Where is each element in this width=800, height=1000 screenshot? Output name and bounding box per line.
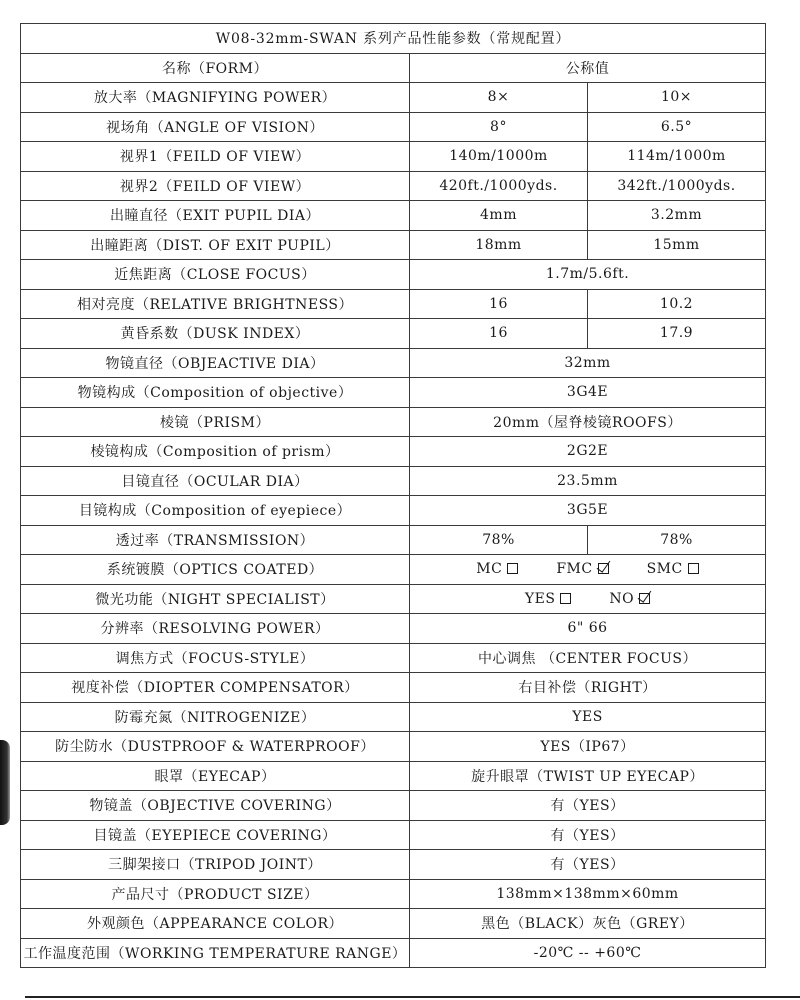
spec-value: 中心调焦 （CENTER FOCUS） — [410, 643, 766, 673]
spec-row — [21, 407, 766, 437]
spec-row — [21, 319, 766, 349]
spec-options — [410, 555, 766, 585]
spec-value: YES（IP67） — [410, 732, 766, 762]
bottom-border-line — [25, 996, 800, 998]
spec-value: 23.5mm — [410, 466, 766, 496]
spec-value-10x: 342ft./1000yds. — [588, 171, 766, 201]
spec-value-10x: 3.2mm — [588, 201, 766, 231]
spec-label: 微光功能（NIGHT SPECIALIST） — [21, 584, 410, 614]
spec-label: 放大率（MAGNIFYING POWER） — [21, 83, 410, 113]
spec-label: 视度补偿（DIOPTER COMPENSATOR） — [21, 673, 410, 703]
spec-row — [21, 643, 766, 673]
option-item — [476, 561, 518, 577]
spec-value-8x: 420ft./1000yds. — [410, 171, 588, 201]
spec-value: 3G4E — [410, 378, 766, 408]
spec-value-8x: 16 — [410, 289, 588, 319]
spec-row — [21, 555, 766, 585]
spec-label: 视场角（ANGLE OF VISION） — [21, 112, 410, 142]
spec-row — [21, 112, 766, 142]
spec-label: 分辨率（RESOLVING POWER） — [21, 614, 410, 644]
spec-label: 眼罩（EYECAP） — [21, 761, 410, 791]
option-item — [647, 561, 699, 577]
option-item — [525, 591, 572, 607]
spec-row — [21, 201, 766, 231]
spec-row — [21, 938, 766, 968]
spec-row — [21, 348, 766, 378]
spec-value: 20mm（屋脊棱镜ROOFS） — [410, 407, 766, 437]
spec-row — [21, 879, 766, 909]
spec-row — [21, 466, 766, 496]
spec-value: 有（YES） — [410, 791, 766, 821]
spec-row — [21, 850, 766, 880]
spec-value: 旋升眼罩（TWIST UP EYECAP） — [410, 761, 766, 791]
spec-value: 有（YES） — [410, 850, 766, 880]
spec-row — [21, 289, 766, 319]
spec-label: 调焦方式（FOCUS-STYLE） — [21, 643, 410, 673]
spec-value: 1.7m/5.6ft. — [410, 260, 766, 290]
spec-value: 黑色（BLACK）灰色（GREY） — [410, 909, 766, 939]
spec-label: 目镜直径（OCULAR DIA） — [21, 466, 410, 496]
spec-value: -20℃ -- +60℃ — [410, 938, 766, 968]
spec-value: 3G5E — [410, 496, 766, 526]
header-name: 名称（FORM） — [21, 53, 410, 83]
spec-value: 有（YES） — [410, 820, 766, 850]
spec-row — [21, 702, 766, 732]
spec-row — [21, 437, 766, 467]
spec-value: 138mm×138mm×60mm — [410, 879, 766, 909]
spec-label: 出瞳直径（EXIT PUPIL DIA） — [21, 201, 410, 231]
spec-label: 物镜直径（OBJEACTIVE DIA） — [21, 348, 410, 378]
spec-row — [21, 732, 766, 762]
left-edge-shadow — [0, 740, 10, 825]
spec-value-10x: 6.5° — [588, 112, 766, 142]
spec-value-8x: 4mm — [410, 201, 588, 231]
spec-row — [21, 83, 766, 113]
spec-row — [21, 525, 766, 555]
spec-value: 32mm — [410, 348, 766, 378]
spec-label: 目镜盖（EYEPIECE COVERING） — [21, 820, 410, 850]
spec-row — [21, 820, 766, 850]
spec-value: 6" 66 — [410, 614, 766, 644]
spec-label: 物镜构成（Composition of objective） — [21, 378, 410, 408]
spec-label: 近焦距离（CLOSE FOCUS） — [21, 260, 410, 290]
checkbox-icon[interactable] — [560, 593, 571, 604]
checkbox-icon[interactable] — [507, 563, 518, 574]
spec-value-10x: 10× — [588, 83, 766, 113]
spec-options — [410, 584, 766, 614]
spec-value: YES — [410, 702, 766, 732]
title-row — [21, 24, 766, 54]
spec-value-8x: 78% — [410, 525, 588, 555]
spec-row — [21, 142, 766, 172]
spec-row — [21, 791, 766, 821]
spec-label: 三脚架接口（TRIPOD JOINT） — [21, 850, 410, 880]
spec-value-8x: 16 — [410, 319, 588, 349]
spec-label: 防霉充氮（NITROGENIZE） — [21, 702, 410, 732]
spec-value-10x: 78% — [588, 525, 766, 555]
spec-label: 黄昏系数（DUSK INDEX） — [21, 319, 410, 349]
spec-value-10x: 114m/1000m — [588, 142, 766, 172]
header-row — [21, 53, 766, 83]
spec-label: 防尘防水（DUSTPROOF & WATERPROOF） — [21, 732, 410, 762]
spec-row — [21, 761, 766, 791]
spec-label: 视界1（FEILD OF VIEW） — [21, 142, 410, 172]
spec-row — [21, 230, 766, 260]
spec-label: 视界2（FEILD OF VIEW） — [21, 171, 410, 201]
spec-row — [21, 673, 766, 703]
spec-row — [21, 614, 766, 644]
spec-value-8x: 140m/1000m — [410, 142, 588, 172]
option-label: SMC — [646, 561, 683, 578]
spec-value-10x: 10.2 — [588, 289, 766, 319]
spec-label: 目镜构成（Composition of eyepiece） — [21, 496, 410, 526]
spec-row — [21, 260, 766, 290]
spec-label: 产品尺寸（PRODUCT SIZE） — [21, 879, 410, 909]
option-label: NO — [609, 590, 635, 607]
spec-row — [21, 909, 766, 939]
spec-table — [20, 23, 766, 968]
spec-label: 棱镜（PRISM） — [21, 407, 410, 437]
checkbox-icon[interactable] — [688, 563, 699, 574]
spec-label: 物镜盖（OBJECTIVE COVERING） — [21, 791, 410, 821]
spec-row — [21, 171, 766, 201]
spec-value-8x: 8× — [410, 83, 588, 113]
spec-label: 出瞳距离（DIST. OF EXIT PUPIL） — [21, 230, 410, 260]
spec-label: 工作温度范围（WORKING TEMPERATURE RANGE） — [21, 938, 410, 968]
spec-value-8x: 18mm — [410, 230, 588, 260]
spec-label: 系统镀膜（OPTICS COATED） — [21, 555, 410, 585]
header-value: 公称值 — [410, 53, 766, 83]
spec-row — [21, 584, 766, 614]
checked-box-icon[interactable] — [598, 563, 609, 574]
spec-row — [21, 378, 766, 408]
spec-value: 2G2E — [410, 437, 766, 467]
checked-box-icon[interactable] — [639, 593, 650, 604]
table-title: W08-32mm-SWAN 系列产品性能参数（常规配置） — [21, 24, 766, 54]
spec-row — [21, 496, 766, 526]
spec-label: 外观颜色（APPEARANCE COLOR） — [21, 909, 410, 939]
option-label: FMC — [556, 561, 593, 578]
spec-label: 透过率（TRANSMISSION） — [21, 525, 410, 555]
spec-label: 棱镜构成（Composition of prism） — [21, 437, 410, 467]
option-item — [556, 561, 608, 577]
spec-value-10x: 17.9 — [588, 319, 766, 349]
option-label: MC — [476, 561, 503, 578]
option-item — [609, 591, 650, 607]
spec-label: 相对亮度（RELATIVE BRIGHTNESS） — [21, 289, 410, 319]
spec-value: 右目补偿（RIGHT） — [410, 673, 766, 703]
option-label: YES — [524, 590, 556, 607]
spec-value-10x: 15mm — [588, 230, 766, 260]
spec-value-8x: 8° — [410, 112, 588, 142]
